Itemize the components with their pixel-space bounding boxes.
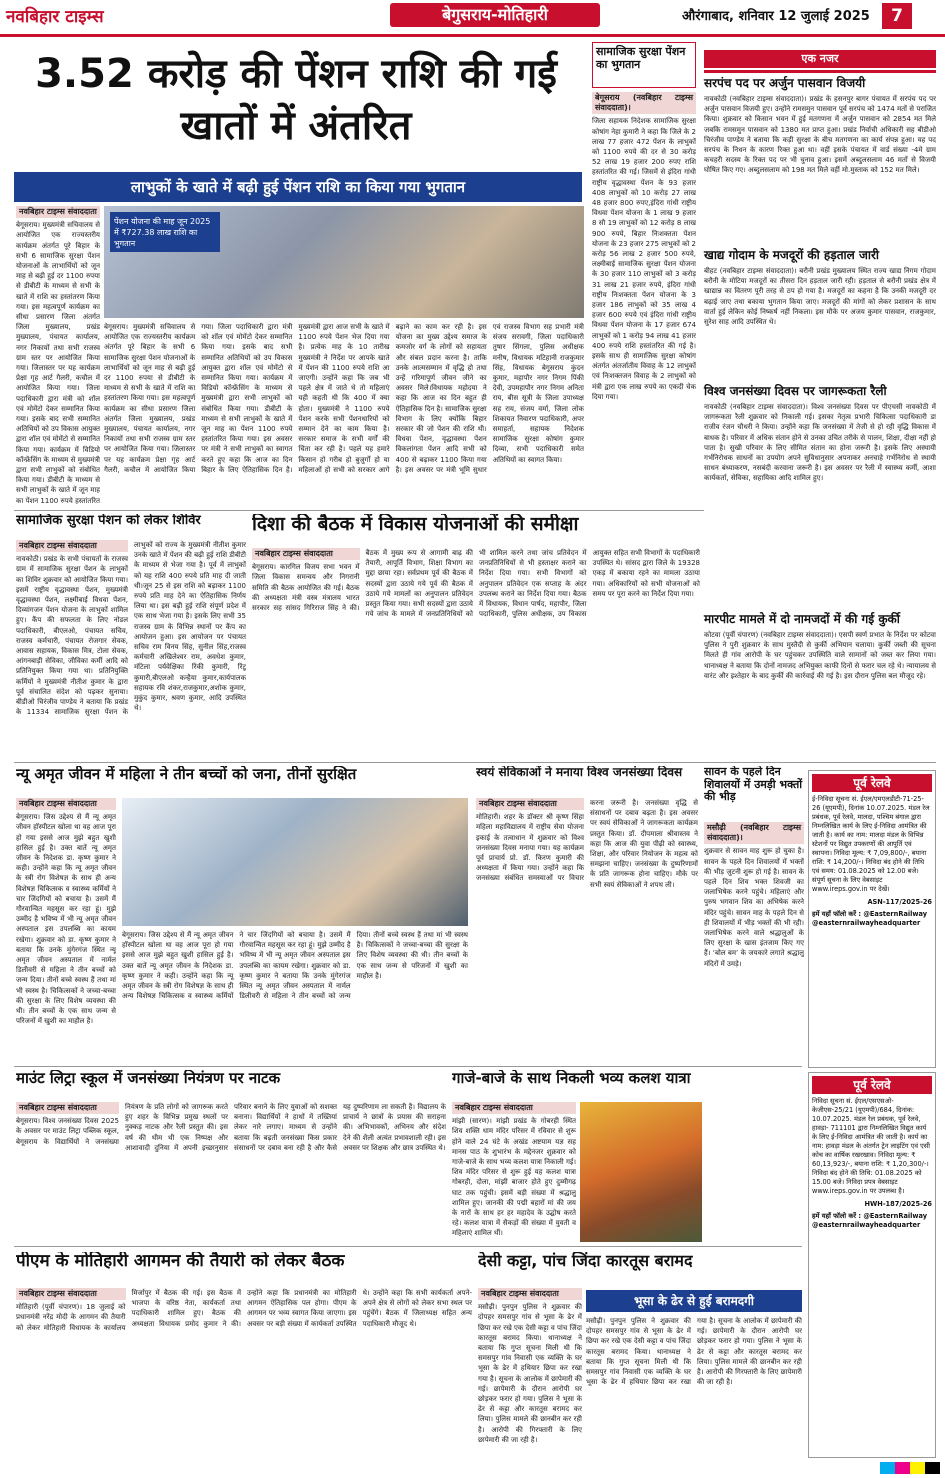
- railway-ad-2-body: निविदा सूचना सं. ईएल/एसएसओ-केजीएस-25/21 (यूएमपी)/684, दिनांक: 10.07.2025. मंडल रेल प्रबंधक, पूर्व रेलवे, हावड़ा- 711101 द्वारा निम्नलिखित विद्युत कार्य के लिए ई-निविदा आमंत्रित की जाती है। कार्य का नाम: हावड़ा मंडल के अंतर्गत ट्रेन लाइटिंग एवं एसी कोच का वार्षिक रखरखाव। निविदा मूल्य: ₹ 60,13,923/-, बयाना राशि: ₹ 1,20,300/-। निविदा बंद होने की तिथि: 01.08.2025 को 15.00 बजे। निविदा प्रपत्र वेबसाइट www.ireps.gov.in पर उपलब्ध है।: [812, 1097, 930, 1195]
- payment-body: [592, 92, 696, 506]
- ek-nazar-b2: बीहट (नवबिहार टाइम्स संवाददाता)। बरौनी प्रखंड मुख्यालय स्थित राज्य खाद्य निगम गोदाम बरौनी के मोटिया मजदूरों का तीसरा दिन हड़ताल जारी रही। हड़ताल से बरौनी प्रखंड क्षेत्र में खाद्यान्न का वितरण पूरी तरह से ठप हो गया है। मजदूरों का कहना है कि उनकी मजदूरी दर बढ़ाई जाए तथा बकाया भुगतान किया जाए। मजदूरों की मांगों को लेकर प्रशासन के साथ वार्ता हुई लेकिन कोई निष्कर्ष नहीं निकला। इस मौके पर अजय कुमार पासवान, राजकुमार, सुरेश साह आदि उपस्थित थे।: [704, 267, 936, 327]
- mother-headline: न्यू अमृत जीवन में महिला ने तीन बच्चों को जना, तीनों सुरक्षित: [16, 766, 357, 783]
- railway-ad-2-ref: HWH-187/2025-26: [864, 1200, 932, 1208]
- disha-byline: नवबिहार टाइम्स संवाददाता: [252, 548, 360, 560]
- drama-text: बेगूसराय। विश्व जनसंख्या दिवस 2025 के अवसर पर माउंट लिट्रा पब्लिक स्कूल, बेगूसराय के विद्यार्थियों ने जनसंख्या नियंत्रण के प्रति लोगों को जागरूक करते हुए शहर के विभिन्न प्रमुख स्थलों पर नुक्कड़ नाटक और रैली प्रस्तुत की। इस वर्ष की थीम थी एक निष्पक्ष और आशावादी दुनिया में अपनी इच्छानुसार परिवार बनाने के लिए युवाओं को सशक्त बनाना। विद्यार्थियों ने हाथों में तख्तियां लेकर नारे लगाए। माध्यम से उन्होंने बताया कि बढ़ती जनसंख्या किस प्रकार संसाधनों पर दबाव बना रही है और कैसे यह दुष्परिणाम ला सकती है। विद्यालय के प्राचार्य ने छात्रों के प्रयास की सराहना की। अभिभावकों, अभिनय और संदेश देने की शैली अत्यंत प्रभावशाली रही। इस अवसर पर शिक्षक और छात्र उपस्थित थे।: [16, 1103, 446, 1152]
- disha-body: [252, 548, 700, 758]
- camp-byline: नवबिहार टाइम्स संवाददाता: [16, 540, 128, 552]
- railway-ad-2-footer: हमें यहाँ फॉलो करें : @EasternRailway @easternrailwayheadquarter: [812, 1212, 928, 1229]
- shiv-text: शुक्रवार से सावन माह शुरू हो चुका है। सावन के पहले दिन शिवालयों में भक्तों की भीड़ जुटनी शुरू हो गई है। सावन के पहले दिन शिव भक्त शिवजी का जलाभिषेक करने पहुंचे। महिलाएं और पुरुष भगवान शिव का अभिषेक करने मंदिर पहुंचे। सावन माह के पहले दिन से ही शिवालयों में भीड़ भक्तों की भी रही। जलाभिषेक करने वाले श्रद्धालुओं के लिए सुरक्षा के खास इंतजाम किए गए हैं। ‘बोल बम’ के जयकारे लगाते श्रद्धालु मंदिरों में उमड़े।: [704, 847, 804, 968]
- header-rule: [0, 34, 945, 37]
- railway-ad-2: [808, 1072, 936, 1458]
- ek-nazar-h4: मारपीट मामले में दो नामजदों में की गई कुर्की: [704, 612, 900, 626]
- kalash-headline: गाजे-बाजे के साथ निकली भव्य कलश यात्रा: [452, 1070, 691, 1087]
- ek-nazar-b3: नावकोठी (नवबिहार टाइम्स संवाददाता)। विश्व जनसंख्या दिवस पर पीएचसी नावकोठी में जागरूकता रैली शुक्रवार को निकाली गई। इसका नेतृत्व प्रभारी चिकित्सा पदाधिकारी डा राजीव रंजन चौधरी ने किया। उन्होंने कहा कि जनसंख्या में तेजी से हो रही वृद्धि विकास में बाधक है। परिवार में अधिक संतान होने से उनका उचित तरीके से पालन, शिक्षा, दीक्षा नहीं हो पाता है। सुखी परिवार के लिए सीमित संतान का होना जरूरी है। इसके लिए अस्थायी गर्भनिरोधक साधनों का उपयोग अपने सुविधानुसार अपनाकर अनचाहे गर्भनिरोध से स्थायी साधन बंध्याकरण, नसबंदी करवाना जरूरी है। इस अवसर पर रैली में स्वास्थ्य कर्मी, आशा कार्यकर्ता, सेविका, सहायिका आदि शामिल हुए।: [704, 403, 936, 483]
- divider: [14, 510, 704, 511]
- lead-body-cont: [104, 322, 584, 508]
- katta-text: मसौढ़ी। पुनपुन पुलिस ने शुक्रवार की दोपहर समसपुर गांव से भूसा के ढेर में छिपा कर रखे एक देसी कट्टा व पांच जिंदा कारतूस बरामद किया। थानाध्यक्ष ने बताया कि गुप्त सूचना मिली थी कि समसपुर गांव निवासी एक व्यक्ति के घर भूसा के ढेर में हथियार छिपा कर रखा गया है। सूचना के आलोक में छापेमारी की गई। छापेमारी के दौरान आरोपी घर छोड़कर फरार हो गया। पुलिस ने भूसा के ढेर से कट्टा और कारतूस बरामद कर लिया। पुलिस मामले की छानबीन कर रही है। आरोपी की गिरफ्तारी के लिए छापेमारी की जा रही है।: [478, 1303, 582, 1444]
- pm-body: [16, 1288, 472, 1458]
- drama-body: [16, 1102, 446, 1242]
- shiv-headline: सावन के पहले दिन शिवालयों में उमड़ी भक्तों की भीड़: [704, 766, 803, 804]
- mother-text: बेगूसराय। जिस उद्देश्य से मैं न्यू अमृत जीवन हॉस्पीटल खोला था वह आज पूरा हो गया इससे आज मुझे बहुत खुशी हासिल हुई है। उक्त बातें न्यू अमृत जीवन के निदेशक डा. कृष्ण कुमार ने कही। उन्होंने कहा कि न्यू अमृत जीवन के स्त्री रोग विशेषज्ञ के साथ ही अन्य विशेषज्ञ चिकित्सक व स्वास्थ्य कर्मियों ने चार जिंदगियों को बचाया है। उसमें मैं गौरवान्वित महसूस कर रहा हूं। मुझे उम्मीद है भविष्य में भी न्यू अमृत जीवन अस्पताल इस उपलब्धि का कायम रखेगा। शुक्रवार को डा. कृष्ण कुमार ने बताया कि उनके मुंगेरगंज स्थित न्यू अमृत जीवन अस्पताल में नार्मल डिलीवरी से महिला ने तीन बच्चों को जन्म दिया। तीनों बच्चे स्वस्थ हैं तथा मां भी स्वस्थ है। चिकित्सकों ने जच्चा-बच्चा की सुरक्षा के लिए विशेष व्यवस्था की थी। तीन बच्चों के एक साथ जन्म से परिजनों में खुशी का माहौल है।: [16, 813, 116, 1026]
- lead-body: [16, 206, 100, 506]
- railway-ad-1-title: पूर्व रेलवे: [812, 774, 932, 792]
- shiv-byline: मसौढ़ी (नवबिहार टाइम्स संवाददाता)।: [704, 822, 804, 844]
- color-registration-strip: [880, 1462, 940, 1474]
- katta-body: [478, 1288, 582, 1458]
- katta-body-cont: [586, 1316, 802, 1458]
- ek-nazar-b4: कोटवा (पूर्वी चंपारण) (नवबिहार टाइम्स संवाददाता)। एसपी स्वर्ण प्रभात के निर्देश पर कोटवा पुलिस ने पुरी शुक्रवार के साथ मुस्तैदी से कुर्की अभियान चलाया। कुर्की जब्ती की सूचना मिलते ही गांव आरोपी के घर पहुंचकर उपस्थिति वाले सामानों को जब्त कर लिया गया। थानाध्यक्ष ने बताया कि दोनों नामजद अभियुक्त काफी दिनों से फरार चल रहे थे। न्यायालय से वारंट और इश्तेहार के बाद कुर्की की कार्रवाई की गई है। इस दौरान पुलिस बल मौजूद रहे।: [704, 631, 936, 680]
- katta-byline: नवबिहार टाइम्स संवाददाता: [478, 1288, 582, 1300]
- volunteers-text: मोतिहारी। शहर के डॉक्टर श्री कृष्ण सिंहा महिला महाविद्यालय में राष्ट्रीय सेवा योजना इकाई के तत्वाधान में शुक्रवार को विश्व जनसंख्या दिवस मनाया गया। यह कार्यक्रम पूर्व प्राचार्य प्रो. डॉ. किरण कुमारी की अध्यक्षता में किया गया। उन्होंने कहा कि जनसंख्या संबंधित समस्याओं पर विचार करना जरूरी है। जनसंख्या वृद्धि से संसाधनों पर दबाव बढ़ता है। इस अवसर पर स्वयं सेविकाओं ने जागरूकता कार्यक्रम प्रस्तुत किया। डॉ. दीपमाला श्रीवास्तव ने कहा कि आज की युवा पीढ़ी को स्वास्थ्य, शिक्षा, और परिवार नियोजन के महत्व को समझना चाहिए। जनसंख्या के दुष्परिणामों के प्रति जागरूक होना चाहिए। मौके पर सभी स्वयं सेविकाओं ने शपथ ली।: [476, 799, 698, 889]
- mother-text-cont: बेगूसराय। जिस उद्देश्य से मैं न्यू अमृत जीवन हॉस्पीटल खोला था वह आज पूरा हो गया इससे आज मुझे बहुत खुशी हासिल हुई है। उक्त बातें न्यू अमृत जीवन के निदेशक डा. कृष्ण कुमार ने कही। उन्होंने कहा कि न्यू अमृत जीवन के स्त्री रोग विशेषज्ञ के साथ ही अन्य विशेषज्ञ चिकित्सक व स्वास्थ्य कर्मियों ने चार जिंदगियों को बचाया है। उसमें मैं गौरवान्वित महसूस कर रहा हूं। मुझे उम्मीद है भविष्य में भी न्यू अमृत जीवन अस्पताल इस उपलब्धि का कायम रखेगा। शुक्रवार को डा. कृष्ण कुमार ने बताया कि उनके मुंगेरगंज स्थित न्यू अमृत जीवन अस्पताल में नार्मल डिलीवरी से महिला ने तीन बच्चों को जन्म दिया। तीनों बच्चे स्वस्थ हैं तथा मां भी स्वस्थ है। चिकित्सकों ने जच्चा-बच्चा की सुरक्षा के लिए विशेष व्यवस्था की थी। तीन बच्चों के एक साथ जन्म से परिजनों में खुशी का माहौल है।: [122, 931, 468, 1001]
- pm-text: मोतिहारी (पूर्वी चंपारण)। 18 जुलाई को प्रधानमंत्री नरेंद्र मोदी के आगमन की तैयारी को लेकर मोतिहारी विधायक के कार्यालय मिर्जापुर में बैठक की गई। इस बैठक में भाजपा के वरिष्ठ नेता, कार्यकर्ता तथा पदाधिकारी शामिल हुए। बैठक की अध्यक्षता विधायक प्रमोद कुमार ने की। उन्होंने कहा कि प्रधानमंत्री का मोतिहारी आगमन ऐतिहासिक पल होगा। पीएम के आगमन पर भव्य स्वागत किया जाएगा। इस अवसर पर बड़ी संख्या में कार्यकर्ता उपस्थित थे। उन्होंने कहा कि सभी कार्यकर्ता अपने-अपने क्षेत्र से लोगों को लेकर सभा स्थल पर पहुंचेंगे। बैठक में जिलाध्यक्ष सहित अन्य पदाधिकारी मौजूद थे।: [16, 1289, 472, 1332]
- disha-text: बेगूसराय। कारगिल विजय सभा भवन में जिला विकास समन्वय और निगरानी समिति की बैठक आयोजित की गई। बैठक की अध्यक्षता मंत्री वस्त्र मंत्रालय भारत सरकार सह सांसद गिरिराज सिंह ने की। बैठक में मुख्य रूप से आगामी बाढ़ की तैयारी, आपूर्ति विभाग, शिक्षा विभाग का मुद्दा छाया रहा। सर्वप्रथम पूर्व की बैठक में सदस्यों द्वारा उठाये गये पूर्व की बैठक में उठाये गये मामलों का अनुपालन प्रतिवेदन प्रस्तुत किया गया। सभी सदस्यों द्वारा उठाये गये जांच के मामले में जनप्रतिनिधियों को भी शामिल करने तथा जांच प्रतिवेदन में जनप्रतिनिधियों से भी हस्ताक्षर कराने का निर्देश दिया गया। सभी विभागों को अनुपालन प्रतिवेदन एक सप्ताह के अंदर उपलब्ध कराने का निर्देश दिया गया। बैठक में विधायक, विधान पार्षद, महापौर, जिला पदाधिकारी, पुलिस अधीक्षक, उप विकास आयुक्त सहित सभी विभागों के पदाधिकारी उपस्थित थे। सांसद द्वारा जिले के 19328 एकड़ में बकाया रहने का मामला उठाया गया। अधिकारियों को सभी योजनाओं को समय पर पूरा करने का निर्देश दिया गया।: [252, 549, 700, 619]
- divider: [14, 1066, 802, 1067]
- railway-ad-1: [808, 770, 936, 1068]
- lead-headline: 3.52 करोड़ की पेंशन राशि की गई खातों में अंतरित: [35, 51, 557, 149]
- kalash-body: [452, 1102, 576, 1242]
- kalash-photo: [580, 1102, 702, 1242]
- railway-ad-2-title: पूर्व रेलवे: [812, 1076, 932, 1094]
- ek-nazar-h3: विश्व जनसंख्या दिवस पर जागरूकता रैली: [704, 384, 887, 398]
- camp-body: [16, 540, 246, 758]
- katta-text-cont: मसौढ़ी। पुनपुन पुलिस ने शुक्रवार की दोपहर समसपुर गांव से भूसा के ढेर में छिपा कर रखे एक देसी कट्टा व पांच जिंदा कारतूस बरामद किया। थानाध्यक्ष ने बताया कि गुप्त सूचना मिली थी कि समसपुर गांव निवासी एक व्यक्ति के घर भूसा के ढेर में हथियार छिपा कर रखा गया है। सूचना के आलोक में छापेमारी की गई। छापेमारी के दौरान आरोपी घर छोड़कर फरार हो गया। पुलिस ने भूसा के ढेर से कट्टा और कारतूस बरामद कर लिया। पुलिस मामले की छानबीन कर रही है। आरोपी की गिरफ्तारी के लिए छापेमारी की जा रही है।: [586, 1317, 802, 1387]
- payment-byline: बेगूसराय (नवबिहार टाइम्स संवाददाता)।: [592, 92, 696, 114]
- ek-nazar-h1: सरपंच पद पर अर्जुन पासवान विजयी: [704, 76, 866, 90]
- kalash-byline: नवबिहार टाइम्स संवाददाता: [452, 1102, 576, 1114]
- volunteers-headline: स्वयं सेविकाओं ने मनाया विश्व जनसंख्या दिवस: [476, 766, 683, 779]
- shiv-body: [704, 822, 804, 1318]
- lead-text-cont: बेगूसराय। मुख्यमंत्री सचिवालय से आयोजित एक राज्यस्तरीय कार्यक्रम अंतर्गत पूरे बिहार के सभी 6 सामाजिक सुरक्षा पेंशन योजनाओं के लाभार्थियों को जून माह से बढ़ी हुई दर 1100 रुपया से डीबीटी के माध्यम से सभी के खाते में राशि का हस्तांतरण किया गया। इस महत्वपूर्ण कार्यक्रम का सीधा प्रसारण जिला अंतर्गत जिला मुख्यालय, प्रखंड मुख्यालय, पंचायत कार्यालय, नगर निकायों तथा सभी राजस्व ग्राम स्तर पर आयोजित किया गया। जिलास्तर पर यह कार्यक्रम प्रेक्षा गृह आर्ट गैलरी, कचौल में आयोजित किया गया। जिला पदाधिकारी द्वारा मंत्री को शॉल एवं मोमेंटो देकर सम्मानित किया गया। इसके बाद सभी सम्मानित अतिथियों को उप विकास आयुक्त द्वारा शॉल एवं मोमेंटो से सम्मानित किया गया। कार्यक्रम में विडियो कॉन्फ्रेंसिंग के माध्यम से मुख्यमंत्री द्वारा सभी लाभुकों को संबोधित किया गया। डीबीटी के माध्यम से सभी लाभुकों के खाते में जून माह का पेंशन 1100 रुपये हस्तांतरित किया गया। इस अवसर पर मंत्री ने सभी लाभुकों का स्वागत करते हुए कहा कि आज का दिन बिहार के लिए ऐतिहासिक दिन है। मुख्यमंत्री द्वारा आज सभी के खाते में 1100 रुपये पेंशन भेज दिया गया है। प्रत्येक माह के 10 तारीख मुख्यमंत्री ने निर्देश पर आपके खाते में पेंशन की 1100 रुपये राशि आ जाएगी। उन्होंने कहा कि जब भी पहले क्षेत्र में जाते थे तो महिलाएं यही कहती थी कि 400 में क्या होता। मुख्यमंत्री ने 1100 रुपये पेंशन करके सभी पेंशनधारियों को सम्मान देने का काम किया है। सरकार समाज के सभी वर्गों की चिंता कर रही है। पहले यह हमारे किसान हो गरीब हो बुजुर्गों हो या महिलाओं हो सभी को सरकार आगे बढ़ाने का काम कर रही है। इस योजना का मुख्य उद्देश्य समाज के कमजोर वर्ग के लोगों को सहायता और संबल प्रदान करना है। ताकि उनके आत्मसम्मान में वृद्धि हो तथा उन्हें गरिमापूर्ण जीवन जीने का अवसर मिले।विधायक महोदया ने कहा कि आज का दिन बहुत ही ऐतिहासिक दिन है। सामाजिक सुरक्षा विभाग के लिए क्योंकि बिहार सरकार की जो पेंशन की राशि थी। विधवा पेंशन, वृद्धावस्था पेंशन विकलांगता पेंशन आदि सभी को 400 से बढ़ाकर 1100 किया गया है। इस अवसर पर मंत्री भूमि सुधार एवं राजस्व विभाग सह प्रभारी मंत्री संजय सरावगी, जिला पदाधिकारी तुषार सिंगला, पुलिस अधीक्षक मनीष, विधायक मटिहानी राजकुमार सिंह, विधायक बेगूसराय कुंदन कुमार, महापौर नगर निगम पिंकी देवी, उपमहापौर नगर निगम अनिता राय, बीस सूत्री के जिला उपाध्यक्ष सह राय, संजय वर्मा, जिला लोक शिकायत निवारण पदाधिकारी, अपर समाहर्ता, सहायक निदेशक सामाजिक सुरक्षा कोषांग कुमार दिव्या, सभी पदाधिकारी समेत अतिथियों का स्वागत किया।: [104, 323, 584, 474]
- divider: [14, 1246, 802, 1247]
- pm-headline: पीएम के मोतिहारी आगमन की तैयारी को लेकर बैठक: [16, 1252, 345, 1271]
- drama-byline: नवबिहार टाइम्स संवाददाता: [16, 1102, 119, 1114]
- lead-text: बेगूसराय। मुख्यमंत्री सचिवालय से आयोजित एक राज्यस्तरीय कार्यक्रम अंतर्गत पूरे बिहार के सभी 6 सामाजिक सुरक्षा पेंशन योजनाओं के लाभार्थियों को जून माह से बढ़ी हुई दर 1100 रुपया से डीबीटी के माध्यम से सभी के खाते में राशि का हस्तांतरण किया गया। इस महत्वपूर्ण कार्यक्रम का सीधा प्रसारण जिला अंतर्गत जिला मुख्यालय, प्रखंड मुख्यालय, पंचायत कार्यालय, नगर निकायों तथा सभी राजस्व ग्राम स्तर पर आयोजित किया गया। जिलास्तर पर यह कार्यक्रम प्रेक्षा गृह आर्ट गैलरी, कचौल में आयोजित किया गया। जिला पदाधिकारी द्वारा मंत्री को शॉल एवं मोमेंटो देकर सम्मानित किया गया। इसके बाद सभी सम्मानित अतिथियों को उप विकास आयुक्त द्वारा शॉल एवं मोमेंटो से सम्मानित किया गया। कार्यक्रम में विडियो कॉन्फ्रेंसिंग के माध्यम से मुख्यमंत्री द्वारा सभी लाभुकों को संबोधित किया गया। डीबीटी के माध्यम से सभी लाभुकों के खाते में जून माह का पेंशन 1100 रुपये हस्तांतरित: [16, 221, 100, 505]
- railway-ad-1-footer: हमें यहाँ फॉलो करें : @EasternRailway @easternrailwayheadquarter: [812, 910, 928, 927]
- dateline: औरंगाबाद, शनिवार 12 जुलाई 2025: [682, 9, 870, 24]
- camp-headline: सामाजिक सुरक्षा पेंशन को लेकर शिविर: [16, 514, 201, 528]
- section-label: बेगुसराय-मोतिहारी: [390, 3, 600, 27]
- page-number: 7: [882, 3, 912, 29]
- volunteers-byline: नवबिहार टाइम्स संवाददाता: [476, 798, 584, 810]
- photo-banner: पेंशन योजना की माह जून 2025 में ₹727.38 लाख राशि का भुगतान: [110, 212, 220, 252]
- mother-body-cont: [122, 930, 468, 1060]
- hospital-photo: [122, 798, 468, 926]
- railway-ad-1-body: ई-निविदा सूचना सं. ईएल/एमएलडीटी-71-25-26 (यूएमपी), दिनांक 10.07.2025. मंडल रेल प्रबंधक, पूर्व रेलवे, मालदा, पश्चिम बंगाल द्वारा निम्नलिखित कार्य के लिए ई-निविदा आमंत्रित की जाती है। कार्य का नाम: मालदा मंडल के विभिन्न स्टेशनों पर विद्युत उपकरणों की आपूर्ति एवं स्थापना। निविदा मूल्य: ₹ 7,09,800/-, बयाना राशि: ₹ 14,200/-। निविदा बंद होने की तिथि एवं समय: 01.08.2025 को 12.00 बजे। संपूर्ण सूचना के लिए वेबसाइट www.ireps.gov.in पर देखें।: [812, 795, 930, 893]
- publication-name: नवबिहार टाइम्स: [6, 7, 104, 27]
- camp-text: नावकोठी। प्रखंड के सभी पंचायतों के राजस्व ग्राम में सामाजिक सुरक्षा पेंशन के लाभुकों का शिविर शुक्रवार को आयोजित किया गया। इसमें राष्ट्रीय वृद्धावस्था पेंशन, मुख्यमंत्री वृद्धावस्था पेंशन, लक्ष्मीबाई विधवा पेंशन, दिव्यांगजन पेंशन योजना के लाभुकों शामिल हुए। कैंप की सफलता के लिए नोडल पदाधिकारी, बीएलओ, पंचायत सचिव, राजस्व कर्मचारी, पंचायत रोजगार सेवक, आवास सहायक, विकास मित्र, टोला सेवक, आंगनबाड़ी सेविका, जीविका कर्मी आदि को प्रतिनियुक्त किया गया था। प्रतिनियुक्ति कर्मियों ने मुख्यमंत्री नीतीश कुमार के द्वारा पूर्व संचालित संदेश को पढ़कर सुनाया। बीडीओ चिरंजीव पाण्डेय ने बताया कि प्रखंड के 11334 सामाजिक सुरक्षा पेंशन के लाभुकों को राज्य के मुख्यमंत्री नीतीश कुमार उनके खाते में पेंशन की बढ़ी हुई राशि डीबीटी के माध्यम से भेजा गया है। पूर्व में लाभुकों को यह राशि 400 रुपये प्रति माह दी जाती थी।जून 25 से इस राशि को बढ़ाकर 1100 रुपये प्रति माह देने का ऐतिहासिक निर्णय लिया था। इस बढ़ी हुई राशि संपूर्ण प्रदेश में एक साथ भेजा गया है। इसके लिए सभी 35 राजस्व ग्राम के विभिन्न स्थानों पर कैंप का आयोजन हुआ। इस आयोजन पर पंचायत सचिव राम विनय सिंह, सुनील सिंह,राजस्व कर्मचारी अखिलेश्वर राम, अवधेश कुमार, मंटिला पर्यवेक्षिका रिंकी कुमारी, रिंटू कुमारी,बीएलओ कन्हैया कुमार,कार्यपालक सहायक रवि शंकर,राजकुमार,अशोक कुमार, मुकुंद कुमार, श्रवण कुमार, आदि उपस्थित थे।: [16, 541, 246, 717]
- ek-nazar-label: एक नजर: [704, 50, 936, 68]
- drama-headline: माउंट लिट्रा स्कूल में जनसंख्या नियंत्रण पर नाटक: [16, 1070, 281, 1087]
- katta-inset: भूसा के ढेर से हुई बरामदगी: [586, 1290, 802, 1312]
- divider: [14, 762, 936, 763]
- payment-headline: सामाजिक सुरक्षा पेंशन का भुगतान: [592, 42, 696, 88]
- disha-headline: दिशा की बैठक में विकास योजनाओं की समीक्षा: [252, 514, 579, 535]
- katta-headline: देसी कट्टा, पांच जिंदा कारतूस बरामद: [478, 1252, 693, 1270]
- ek-nazar-bar: [704, 70, 936, 73]
- mother-body: [16, 798, 116, 1060]
- ek-nazar-h2: खाद्य गोदाम के मजदूरों की हड़ताल जारी: [704, 248, 879, 262]
- pm-byline: नवबिहार टाइम्स संवाददाता: [16, 1288, 126, 1300]
- kalash-text: मांझी (सारण)। मांझी प्रखंड के गोबरही स्थित शिव शक्ति धाम मंदिर परिसर में रविवार से शुरू होने वाले 24 घंटे के अखंड अष्टयाम यज्ञ सह मानस पाठ के शुभारंभ के मद्देनजर शुक्रवार को गाजे-बाजे के साथ भव्य कलश यात्रा निकाली गई। शिव मंदिर परिसर से शुरू हुई यह कलश यात्रा गोबरही, दोला, मांझी बाजार होते हुए दुम्मीगढ़ घाट तक पहुंची। इसमें बड़ी संख्या में श्रद्धालु शामिल हुए। जानकी की पद्मी बहारों मां की जय के नारों के साथ हर हर महादेव के उद्घोष करते रहे। कलश यात्रा में सैकड़ों की संख्या में युवती व महिलाएं शामिल थीं।: [452, 1117, 576, 1238]
- mother-byline: नवबिहार टाइम्स संवाददाता: [16, 798, 116, 810]
- lead-photo: [104, 206, 584, 318]
- lead-subhead: लाभुकों के खाते में बढ़ी हुई पेंशन राशि का किया गया भुगतान: [14, 172, 582, 202]
- ek-nazar-b1: नावकोठी (नवबिहार टाइम्स संवाददाता)। प्रखंड के हसनपुर बागर पंचायत में सरपंच पद पर अर्जुन पासवान विजयी हुए। उन्होंने रामसमुन पासवान पूर्व सरपंच को 1474 मतों से पराजित किया। शुक्रवार को किसान भवन में हुई मतगणना में अर्जुन पासवान को 2854 मत मिले जबकि रामसमुन पासवान को 1380 मत प्राप्त हुआ। प्रखंड निर्वाची अधिकारी सह बीडीओ चिरंजीव पाण्डेय ने बताया कि कड़ी सुरक्षा के बीच मतगणना का कार्य संपन्न हुआ। यह पद सरपंच के निधन के कारण रिक्त हुआ था। वहीं इसके पंचायत में वार्ड संख्या -4मे ग्राम कचहरी सदस्य के रिक्त पद पर भी चुनाव हुआ। इसमें अब्दुलसलाम 46 मतों से विजयी घोषित किए गए। अब्दुलसलाम को 198 मत मिले वहीं मो.मुस्ताक को 152 मत मिले।: [704, 95, 936, 175]
- payment-text: जिला सहायक निदेशक सामाजिक सुरक्षा कोषांग नेहा कुमारी ने कहा कि जिले के 2 लाख 77 हजार 472 पेंशन के लाभुकों को 1100 रुपये की दर से 30 करोड़ 52 लाख 19 हजार 200 रुपए राशि हस्तांतरित की गई। जिसमें से इंदिरा गांधी राष्ट्रीय वृद्धावस्था पेंशन के 93 हजार 408 लाभुकों को 10 करोड़ 27 लाख 48 हजार 800 रुपए,इंदिरा गांधी राष्ट्रीय विधवा पेंशन योजना के 1 लाख 9 हजार 8 सौ 19 लाभुकों को 12 करोड़ 8 लाख 900 रुपये, बिहार निःशक्तता पेंशन योजना के 23 हजार 275 लाभुकों को 2 करोड़ 56 लाख 2 हजार 500 रुपये, लक्ष्मीबाई सामाजिक सुरक्षा पेंशन योजना के 30 हजार 110 लाभुकों को 3 करोड़ 31 लाख 21 हजार रुपये, इंदिरा गांधी राष्ट्रीय निःशक्तता पेंशन योजना के 3 हजार 186 लाभुकों को 35 लाख 4 हजार 600 रुपये एवं इंदिरा गांधी राष्ट्रीय विधवा पेंशन योजना के 17 हजार 674 लाभुकों को 1 करोड़ 94 लाख 41 हजार 400 रुपये राशि हस्तांतरित की गई है। इसके साथ ही सामाजिक सुरक्षा कोषांग अंतर्गत अंतर्जातीय विवाह के 12 लाभुकों एवं निःशक्तजन विवाह के 2 लाभुकों को मंत्री द्वारा एक लाख रुपये का एकदी चेक दिया गया।: [592, 117, 696, 401]
- lead-byline: नवबिहार टाइम्स संवाददाता: [16, 206, 100, 218]
- volunteers-body: [476, 798, 698, 1060]
- railway-ad-1-ref: ASN-117/2025-26: [867, 898, 932, 906]
